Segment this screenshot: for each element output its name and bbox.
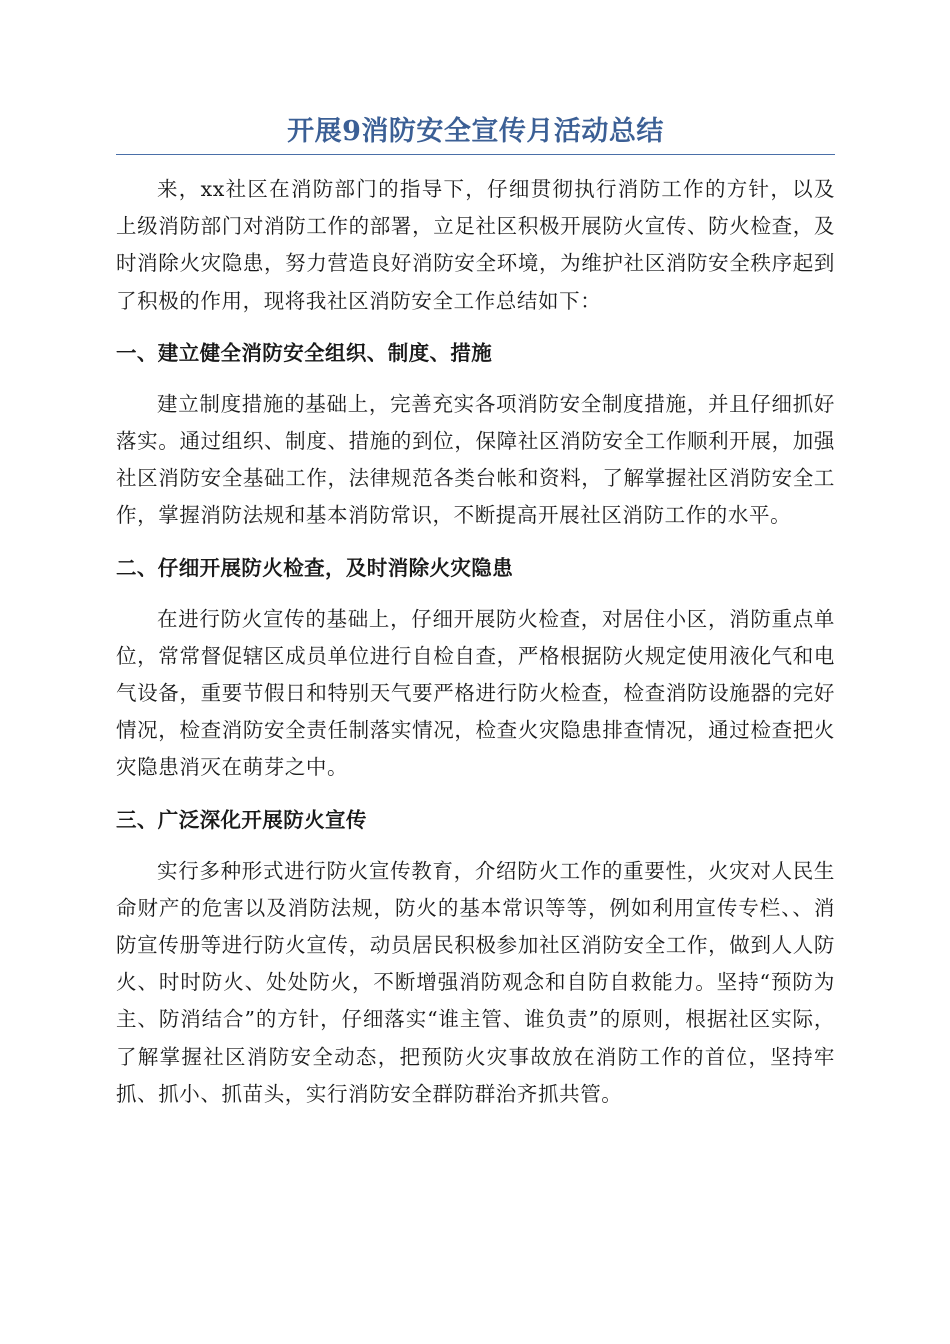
title-underline	[116, 154, 835, 155]
section-heading: 二、仔细开展防火检查，及时消除火灾隐患	[116, 555, 514, 580]
section-heading: 一、建立健全消防安全组织、制度、措施	[116, 340, 493, 365]
document-page	[116, 112, 835, 1113]
section-1	[116, 335, 835, 535]
section-heading: 三、广泛深化开展防火宣传	[116, 807, 367, 832]
section-3	[116, 802, 835, 1113]
section-body: 实行多种形式进行防火宣传教育，介绍防火工作的重要性，火灾对人民生命财产的危害以及消防法规，防火的基本常识等等，例如利用宣传专栏、、消防宣传册等进行防火宣传，动员居民积极参加社区消防安全工作，做到人人防火、时时防火、处处防火，不断增强消防观念和自防自救能力。坚持“预防为主、防消结合”的方针，仔细落实“谁主管、谁负责”的原则，根据社区实际，了解掌握社区消防安全动态，把预防火灾事故放在消防工作的首位，坚持牢抓、抓小、抓苗头，实行消防安全群防群治齐抓共管。	[116, 858, 835, 1106]
document-title: 开展9消防安全宣传月活动总结	[287, 116, 664, 147]
section-body: 建立制度措施的基础上，完善充实各项消防安全制度措施，并且仔细抓好落实。通过组织、制度、措施的到位，保障社区消防安全工作顺利开展，加强社区消防安全基础工作，法律规范各类台帐和资料，了解掌握社区消防安全工作，掌握消防法规和基本消防常识，不断提高开展社区消防工作的水平。	[116, 391, 835, 528]
section-body: 在进行防火宣传的基础上，仔细开展防火检查，对居住小区，消防重点单位，常常督促辖区成员单位进行自检自查，严格根据防火规定使用液化气和电气设备，重要节假日和特别天气要严格进行防火检查，检查消防设施器的完好情况，检查消防安全责任制落实情况，检查火灾隐患排查情况，通过检查把火灾隐患消灭在萌芽之中。	[116, 606, 835, 780]
intro-paragraph: 来，xx社区在消防部门的指导下，仔细贯彻执行消防工作的方针，以及上级消防部门对消防工作的部署，立足社区积极开展防火宣传、防火检查，及时消除火灾隐患，努力营造良好消防安全环境，为维护社区消防安全秩序起到了积极的作用，现将我社区消防安全工作总结如下：	[116, 177, 835, 313]
section-2	[116, 550, 835, 787]
